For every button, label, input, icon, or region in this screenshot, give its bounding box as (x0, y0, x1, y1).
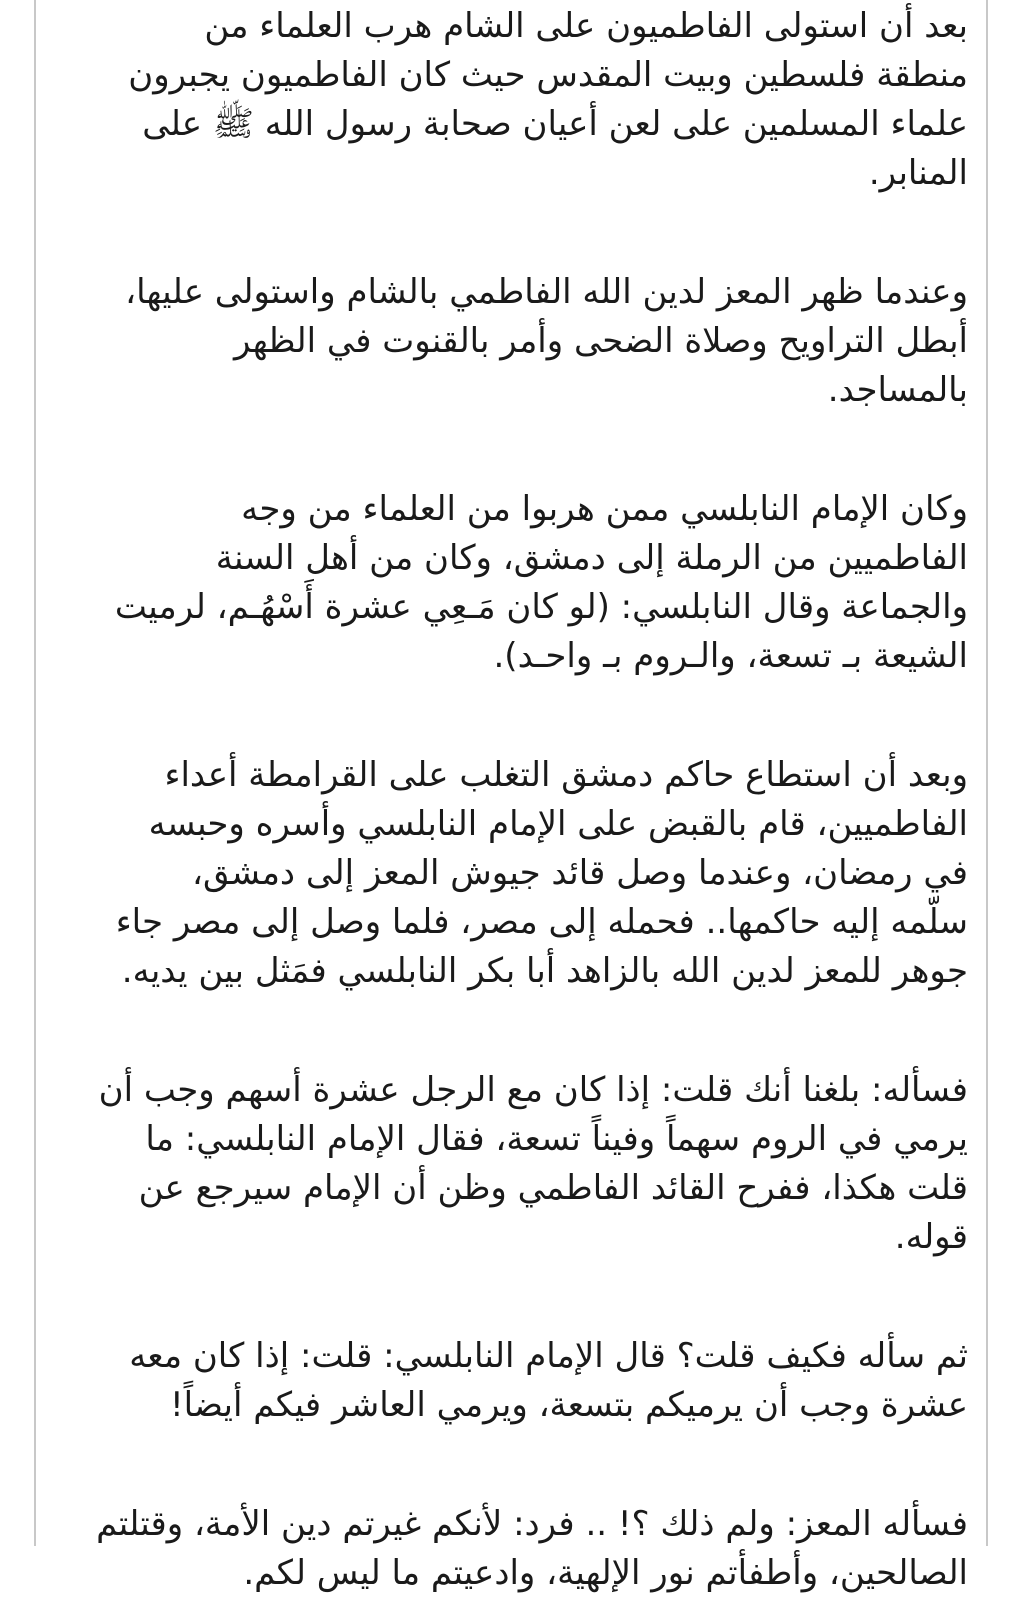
paragraph-6 (64, 1332, 968, 1430)
paragraph-line: سلّمه إليه حاكمها.. فحمله إلى مصر، فلما وصل إلى مصر جاء (115, 902, 968, 942)
paragraph-7 (64, 1500, 968, 1598)
paragraph-line: والجماعة وقال النابلسي: (لو كان مَـعِي عشرة أَسْهُـم، لرميت (114, 587, 968, 627)
paragraph-line: ثم سأله فكيف قلت؟ قال الإمام النابلسي: قلت: إذا كان معه (129, 1336, 968, 1376)
paragraph-line: بالمساجد. (827, 370, 968, 410)
paragraph-line: علماء المسلمين على لعن أعيان صحابة رسول الله ﷺ على (142, 104, 968, 144)
paragraph-line: أبطل التراويح وصلاة الضحى وأمر بالقنوت في الظهر (233, 321, 968, 361)
paragraph-line: منطقة فلسطين وبيت المقدس حيث كان الفاطميون يجبرون (128, 55, 968, 95)
paragraph-line: يرمي في الروم سهماً وفيناً تسعة، فقال الإمام النابلسي: ما (145, 1119, 968, 1159)
paragraph-line: قوله. (894, 1217, 968, 1257)
paragraph-3 (64, 485, 968, 681)
paragraph-line: الشيعة بـ تسعة، والـروم بـ واحـد). (493, 636, 968, 676)
paragraph-line: عشرة وجب أن يرميكم بتسعة، ويرمي العاشر فيكم أيضاً! (170, 1385, 968, 1425)
paragraph-2 (64, 268, 968, 415)
document-page (34, 0, 988, 1593)
paragraph-line: وبعد أن استطاع حاكم دمشق التغلب على القرامطة أعداء (164, 755, 968, 795)
paragraph-line: قلت هكذا، ففرح القائد الفاطمي وظن أن الإمام سيرجع عن (138, 1168, 968, 1208)
paragraph-line: فسأله: بلغنا أنك قلت: إذا كان مع الرجل عشرة أسهم وجب أن (98, 1070, 968, 1110)
paragraph-line: وكان الإمام النابلسي ممن هربوا من العلماء من وجه (241, 489, 968, 529)
paragraph-5 (64, 1066, 968, 1262)
paragraph-1 (64, 2, 968, 198)
paragraph-line: في رمضان، وعندما وصل قائد جيوش المعز إلى دمشق، (192, 853, 968, 893)
paragraph-4 (64, 751, 968, 996)
paragraph-line: الفاطميين، قام بالقبض على الإمام النابلسي وأسره وحبسه (148, 804, 968, 844)
paragraph-line: فسأله المعز: ولم ذلك ؟! .. فرد: لأنكم غيرتم دين الأمة، وقتلتم (96, 1504, 968, 1544)
paragraph-line: الصالحين، وأطفأتم نور الإلهية، وادعيتم ما ليس لكم. (243, 1553, 968, 1593)
paragraph-line: وعندما ظهر المعز لدين الله الفاطمي بالشام واستولى عليها، (125, 272, 968, 312)
paragraph-line: بعد أن استولى الفاطميون على الشام هرب العلماء من (204, 6, 968, 46)
article-body (64, 2, 968, 1598)
paragraph-line: المنابر. (868, 153, 968, 193)
paragraph-line: الفاطميين من الرملة إلى دمشق، وكان من أهل السنة (215, 538, 968, 578)
paragraph-line: جوهر للمعز لدين الله بالزاهد أبا بكر النابلسي فمَثل بين يديه. (121, 951, 968, 991)
